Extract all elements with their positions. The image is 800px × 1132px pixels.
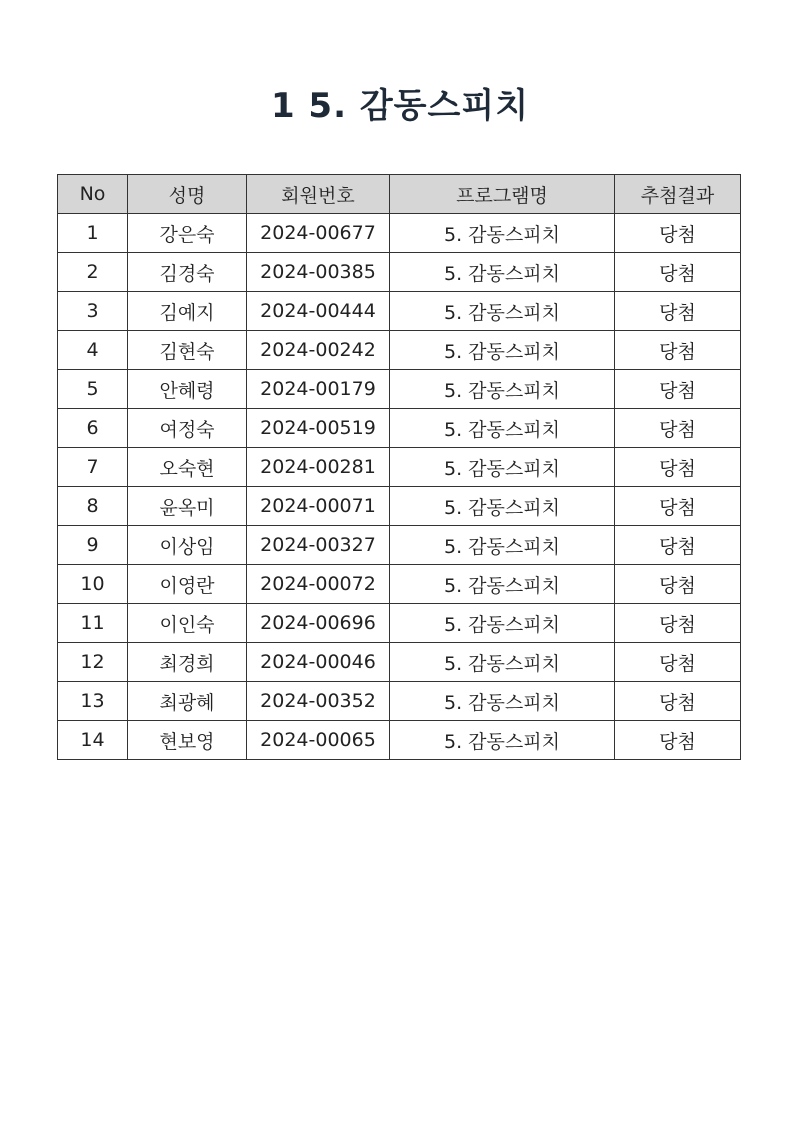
header-draw-result: 추첨결과	[615, 175, 741, 214]
table-row	[58, 409, 741, 448]
cell-draw-result: 당첨	[615, 721, 741, 760]
cell-no: 10	[58, 565, 128, 604]
table-row	[58, 331, 741, 370]
cell-member-number: 2024-00444	[247, 292, 390, 331]
table-row	[58, 487, 741, 526]
cell-no: 7	[58, 448, 128, 487]
table-row	[58, 526, 741, 565]
cell-name: 김경숙	[128, 253, 247, 292]
cell-no: 9	[58, 526, 128, 565]
cell-program-name: 5. 감동스피치	[390, 604, 615, 643]
cell-draw-result: 당첨	[615, 565, 741, 604]
table-row	[58, 214, 741, 253]
cell-draw-result: 당첨	[615, 253, 741, 292]
cell-program-name: 5. 감동스피치	[390, 370, 615, 409]
cell-member-number: 2024-00677	[247, 214, 390, 253]
page-title: 1 5. 감동스피치	[270, 86, 530, 126]
results-table	[57, 174, 741, 760]
cell-draw-result: 당첨	[615, 604, 741, 643]
header-name: 성명	[128, 175, 247, 214]
cell-draw-result: 당첨	[615, 448, 741, 487]
cell-program-name: 5. 감동스피치	[390, 721, 615, 760]
cell-program-name: 5. 감동스피치	[390, 565, 615, 604]
table-row	[58, 448, 741, 487]
cell-draw-result: 당첨	[615, 370, 741, 409]
table-row	[58, 253, 741, 292]
cell-draw-result: 당첨	[615, 214, 741, 253]
cell-member-number: 2024-00385	[247, 253, 390, 292]
cell-no: 3	[58, 292, 128, 331]
table-row	[58, 643, 741, 682]
cell-no: 6	[58, 409, 128, 448]
cell-member-number: 2024-00065	[247, 721, 390, 760]
cell-no: 1	[58, 214, 128, 253]
cell-no: 14	[58, 721, 128, 760]
cell-program-name: 5. 감동스피치	[390, 682, 615, 721]
cell-no: 8	[58, 487, 128, 526]
table-row	[58, 721, 741, 760]
cell-draw-result: 당첨	[615, 682, 741, 721]
cell-name: 최광혜	[128, 682, 247, 721]
cell-program-name: 5. 감동스피치	[390, 487, 615, 526]
table-row	[58, 565, 741, 604]
table-row	[58, 604, 741, 643]
cell-draw-result: 당첨	[615, 487, 741, 526]
cell-draw-result: 당첨	[615, 292, 741, 331]
cell-no: 2	[58, 253, 128, 292]
cell-no: 4	[58, 331, 128, 370]
cell-draw-result: 당첨	[615, 643, 741, 682]
cell-program-name: 5. 감동스피치	[390, 409, 615, 448]
cell-name: 김예지	[128, 292, 247, 331]
cell-no: 13	[58, 682, 128, 721]
table-row	[58, 370, 741, 409]
table-header-row	[58, 175, 741, 214]
cell-name: 이상임	[128, 526, 247, 565]
cell-name: 이인숙	[128, 604, 247, 643]
cell-member-number: 2024-00327	[247, 526, 390, 565]
cell-program-name: 5. 감동스피치	[390, 331, 615, 370]
cell-name: 오숙현	[128, 448, 247, 487]
cell-name: 여정숙	[128, 409, 247, 448]
cell-program-name: 5. 감동스피치	[390, 292, 615, 331]
cell-member-number: 2024-00072	[247, 565, 390, 604]
cell-member-number: 2024-00071	[247, 487, 390, 526]
cell-member-number: 2024-00046	[247, 643, 390, 682]
cell-no: 12	[58, 643, 128, 682]
cell-draw-result: 당첨	[615, 331, 741, 370]
header-program-name: 프로그램명	[390, 175, 615, 214]
cell-name: 강은숙	[128, 214, 247, 253]
header-no: No	[58, 175, 128, 214]
cell-name: 윤옥미	[128, 487, 247, 526]
cell-member-number: 2024-00242	[247, 331, 390, 370]
cell-name: 이영란	[128, 565, 247, 604]
cell-member-number: 2024-00352	[247, 682, 390, 721]
cell-no: 5	[58, 370, 128, 409]
header-member-number: 회원번호	[247, 175, 390, 214]
cell-no: 11	[58, 604, 128, 643]
cell-name: 최경희	[128, 643, 247, 682]
cell-name: 현보영	[128, 721, 247, 760]
cell-member-number: 2024-00519	[247, 409, 390, 448]
cell-program-name: 5. 감동스피치	[390, 526, 615, 565]
cell-draw-result: 당첨	[615, 526, 741, 565]
cell-name: 김현숙	[128, 331, 247, 370]
cell-program-name: 5. 감동스피치	[390, 253, 615, 292]
cell-member-number: 2024-00696	[247, 604, 390, 643]
cell-member-number: 2024-00179	[247, 370, 390, 409]
cell-member-number: 2024-00281	[247, 448, 390, 487]
cell-program-name: 5. 감동스피치	[390, 643, 615, 682]
table-row	[58, 292, 741, 331]
cell-program-name: 5. 감동스피치	[390, 448, 615, 487]
table-body	[58, 214, 741, 760]
table-row	[58, 682, 741, 721]
cell-name: 안혜령	[128, 370, 247, 409]
cell-program-name: 5. 감동스피치	[390, 214, 615, 253]
cell-draw-result: 당첨	[615, 409, 741, 448]
